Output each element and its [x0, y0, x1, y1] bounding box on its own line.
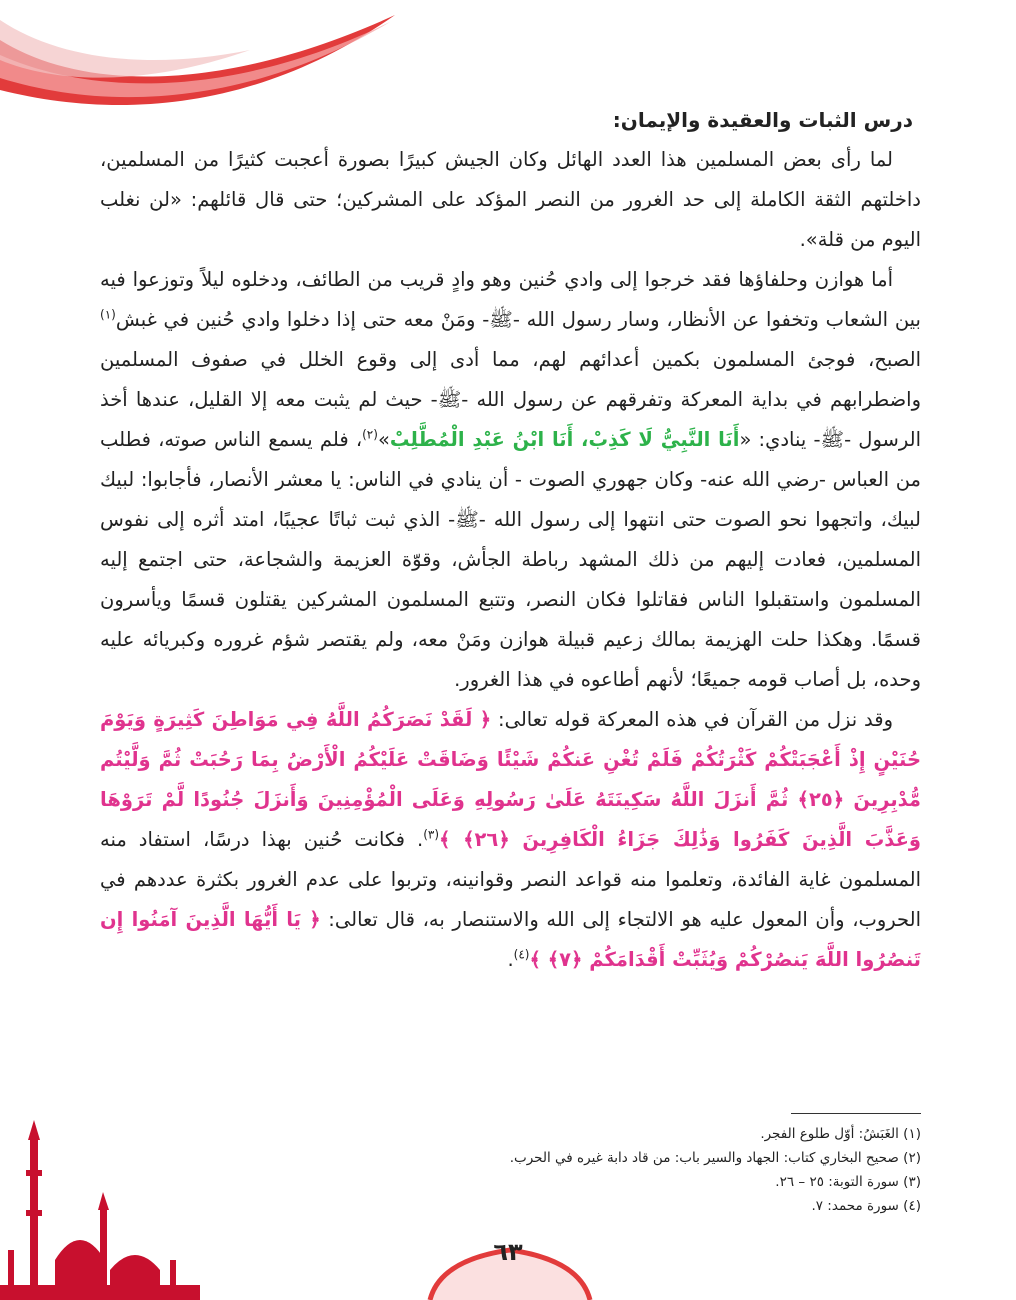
- footnote-text: الغَبَشُ: أوّل طلوع الفجر.: [760, 1126, 899, 1142]
- page-number: ٦٣: [493, 1238, 523, 1266]
- footnote-text: سورة محمد: ٧.: [811, 1198, 899, 1214]
- paragraph-end: .: [507, 948, 514, 971]
- paragraph-battle: [100, 260, 921, 700]
- footnote-number: (١): [903, 1126, 921, 1142]
- paragraph-battle-text-3: ، فلم يسمع الناس صوته، فطلب من العباس -رضي الله عنه- وكان جهوري الصوت - أن ينادي في الناس: يا معشر الأنصار، فأجابوا: لبيك لبيك، واتجهوا نحو الصوت حتى انتهوا إلى رسول الله -ﷺ- الذي ثبت ثباتًا عجيبًا، امتد أثره إلى نفوس المسلمين، فعادت إليهم من ذلك المشهد رباطة الجأش، وقوّة العزيمة والشجاعة، حتى اجتمع إليه المسلمون واستقبلوا الناس فقاتلوا فكان النصر، وتتبع المسلمون المشركين يقتلون قسمًا ويأسرون قسمًا. وهكذا حلت الهزيمة بمالك زعيم قبيلة هوازن ومَنْ معه، ولم يقتصر شؤم غروره وكبريائه عليه وحده، بل أصاب قومه جميعًا؛ لأنهم أطاعوه في هذا الغرور.: [100, 428, 921, 691]
- footnote-divider: [791, 1113, 921, 1114]
- footnote-number: (٤): [903, 1198, 921, 1214]
- quran-after-text: . فكانت حُنين بهذا درسًا، استفاد منه المسلمون غاية الفائدة، وتعلموا منه قواعد النصر وقوانينه، وتربوا على عدم الغرور بكثرة عددهم في الحروب، وأن المعول عليه هو الالتجاء إلى الله والاستنصار به، قال تعالى:: [100, 828, 921, 931]
- footnote-number: (٢): [903, 1150, 921, 1166]
- quran-verse-tawbah: ﴿ لَقَدْ نَصَرَكُمُ اللَّهُ فِي مَوَاطِنَ كَثِيرَةٍ وَيَوْمَ حُنَيْنٍ إِذْ أَعْجَبَتْكُمْ كَثْرَتُكُمْ فَلَمْ تُغْنِ عَنكُمْ شَيْئًا وَضَاقَتْ عَلَيْكُمُ الْأَرْضُ بِمَا رَحُبَتْ ثُمَّ وَلَّيْتُم مُّدْبِرِينَ ﴿٢٥﴾ ثُمَّ أَنزَلَ اللَّهُ سَكِينَتَهُ عَلَىٰ رَسُولِهِ وَعَلَى الْمُؤْمِنِينَ وَأَنزَلَ جُنُودًا لَّمْ تَرَوْهَا وَعَذَّبَ الَّذِينَ كَفَرُوا وَذَٰلِكَ جَزَاءُ الْكَافِرِينَ ﴿٢٦﴾ ﴾: [100, 708, 922, 851]
- paragraph-quran: [100, 700, 921, 980]
- hadith-quote: أَنَا النَّبِيُّ لَا كَذِبْ، أَنَا ابْنُ عَبْدِ الْمُطَّلِبْ: [389, 428, 740, 451]
- footnote-text: صحيح البخاري كتاب: الجهاد والسير باب: من قاد دابة غيره في الحرب.: [509, 1150, 899, 1166]
- hadith-close-quote: »: [377, 428, 390, 451]
- paragraph-intro: لما رأى بعض المسلمين هذا العدد الهائل وكان الجيش كبيرًا بصورة أعجبت كثيرًا من المسلمين، داخلتهم الثقة الكاملة إلى حد الغرور من النصر المؤكد على المشركين؛ حتى قال قائلهم: «لن نغلب اليوم من قلة».: [100, 148, 921, 251]
- footnote-item: [100, 1194, 921, 1218]
- footnote-item: [100, 1122, 921, 1146]
- footnote-ref-1[interactable]: (١): [100, 307, 116, 322]
- footnote-text: سورة التوبة: ٢٥ – ٢٦.: [775, 1174, 899, 1190]
- paragraph-battle-text-2: الصبح، فوجئ المسلمون بكمين أعدائهم لهم، مما أدى إلى وقوع الخلل في صفوف المسلمين واضطرابهم في بداية المعركة وتفرقهم عن رسول الله -ﷺ- حيث لم يثبت معه إلا القليل، عندها أخذ الرسول -ﷺ- ينادي: «: [100, 348, 921, 451]
- paragraph-battle-text-1: أما هوازن وحلفاؤها فقد خرجوا إلى وادي حُنين وهو وادٍ قريب من الطائف، ودخلوه ليلاً وتوزعوا فيه بين الشعاب وتخفوا عن الأنظار، وسار رسول الله -ﷺ- ومَنْ معه حتى إذا دخلوا وادي حُنين في غبش: [100, 268, 921, 331]
- footnote-ref-4[interactable]: (٤): [513, 947, 530, 962]
- footnotes-list: [100, 1122, 921, 1218]
- quran-intro-text: وقد نزل من القرآن في هذه المعركة قوله تعالى:: [491, 708, 893, 731]
- lesson-heading: درس الثبات والعقيدة والإيمان:: [612, 108, 913, 132]
- footnote-number: (٣): [903, 1174, 921, 1190]
- footnote-item: [100, 1170, 921, 1194]
- footnote-ref-2[interactable]: (٢): [362, 427, 378, 442]
- footnote-ref-3[interactable]: (٣): [423, 827, 440, 842]
- page-content: [100, 100, 921, 980]
- quran-verse-muhammad: ﴿ يَا أَيُّهَا الَّذِينَ آمَنُوا إِن تَنصُرُوا اللَّهَ يَنصُرْكُمْ وَيُثَبِّتْ أَقْدَامَكُمْ ﴿٧﴾ ﴾: [100, 908, 921, 971]
- footnote-item: [100, 1146, 921, 1170]
